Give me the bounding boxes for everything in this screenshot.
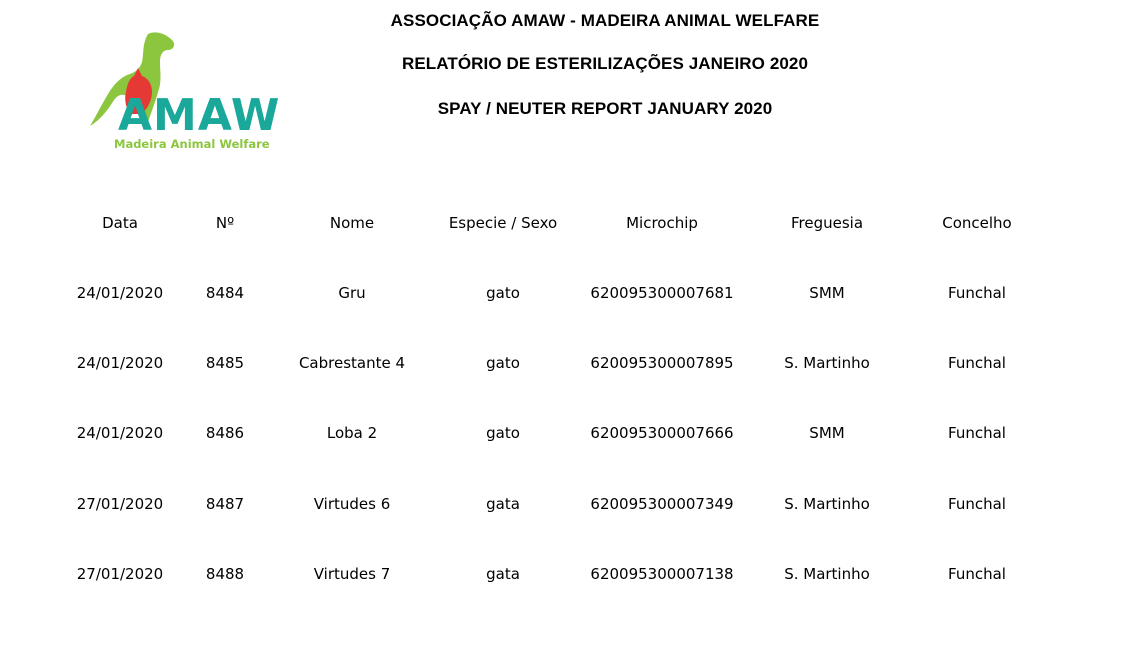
cell-date: 24/01/2020 [76,354,164,372]
column-header-microchip: Microchip [626,214,698,232]
report-title-en: SPAY / NEUTER REPORT JANUARY 2020 [437,99,773,118]
cell-parish: S. Martinho [784,354,870,372]
logo-letters: AMAW [118,90,281,141]
cell-municipality: Funchal [948,565,1006,583]
cell-microchip: 620095300007138 [590,565,734,583]
cell-name: Virtudes 6 [313,495,391,513]
cell-municipality: Funchal [948,284,1006,302]
cell-species-sex: gato [486,354,520,372]
cell-number: 8485 [205,354,245,372]
cell-name: Cabrestante 4 [298,354,406,372]
cell-municipality: Funchal [948,495,1006,513]
column-header-parish: Freguesia [790,214,864,232]
column-header-species-sex: Especie / Sexo [448,214,558,232]
cell-municipality: Funchal [948,354,1006,372]
cell-number: 8488 [205,565,245,583]
cell-number: 8486 [205,424,245,442]
cell-parish: SMM [809,424,845,442]
cell-microchip: 620095300007681 [590,284,734,302]
cell-microchip: 620095300007895 [590,354,734,372]
cell-species-sex: gata [486,565,520,583]
cell-municipality: Funchal [948,424,1006,442]
cell-number: 8484 [205,284,245,302]
cell-date: 24/01/2020 [76,284,164,302]
cell-date: 24/01/2020 [76,424,164,442]
cell-date: 27/01/2020 [76,565,164,583]
cell-species-sex: gato [486,424,520,442]
cell-number: 8487 [205,495,245,513]
cell-parish: S. Martinho [784,565,870,583]
cell-parish: SMM [809,284,845,302]
report-title-pt: RELATÓRIO DE ESTERILIZAÇÕES JANEIRO 2020 [401,54,809,73]
cell-microchip: 620095300007666 [590,424,734,442]
logo-subtitle: Madeira Animal Welfare [114,137,270,151]
column-header-data: Data [102,214,138,232]
cell-species-sex: gata [486,495,520,513]
cell-parish: S. Martinho [784,495,870,513]
cell-name: Gru [338,284,366,302]
cell-name: Loba 2 [326,424,378,442]
cell-species-sex: gato [486,284,520,302]
cell-microchip: 620095300007349 [590,495,734,513]
report-org-title: ASSOCIAÇÃO AMAW - MADEIRA ANIMAL WELFARE [390,11,820,30]
column-header-number: Nº [215,214,235,232]
cell-date: 27/01/2020 [76,495,164,513]
column-header-name: Nome [329,214,375,232]
column-header-municipality: Concelho [942,214,1012,232]
cell-name: Virtudes 7 [313,565,391,583]
